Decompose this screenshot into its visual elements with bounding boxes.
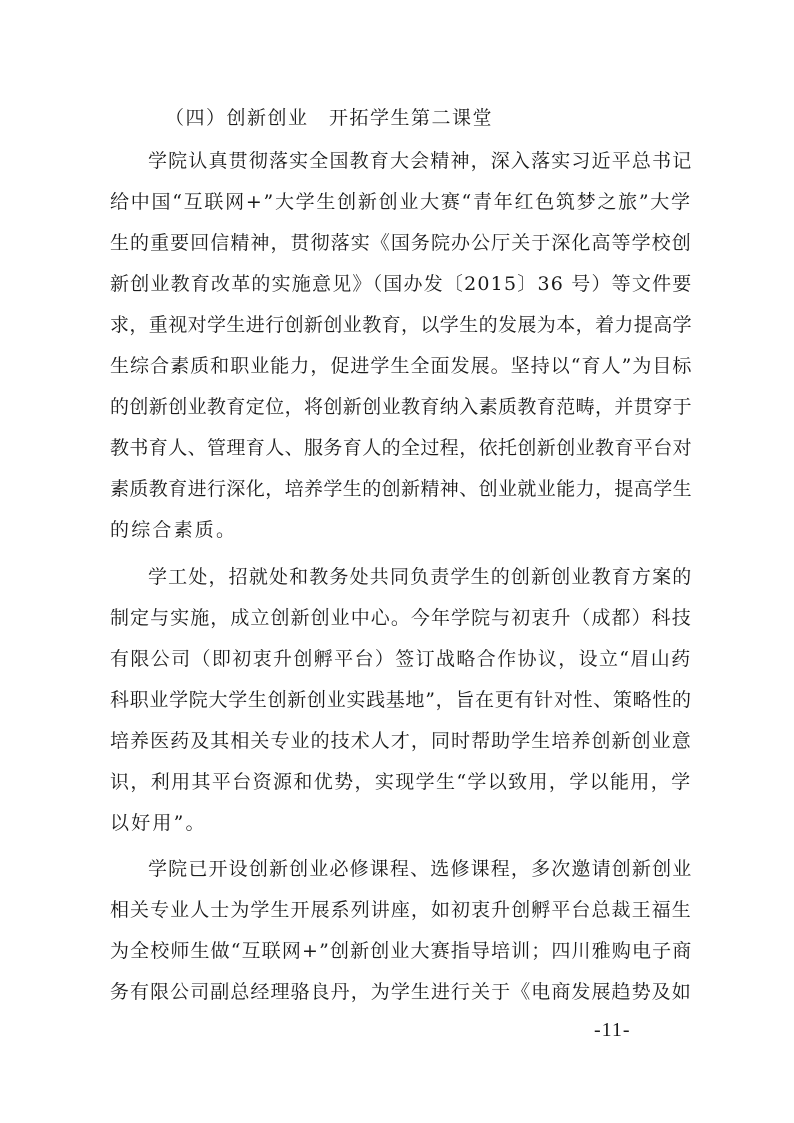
paragraph-line: 的创新创业教育定位，将创新创业教育纳入素质教育范畴，并贯穿于: [110, 396, 693, 418]
paragraph-line: 生的重要回信精神，贯彻落实《国务院办公厅关于深化高等学校创: [110, 232, 692, 254]
paragraph-line: 科职业学院大学生创新创业实践基地”，旨在更有针对性、策略性的: [110, 689, 692, 711]
paragraph-line: 为全校师生做“互联网+”创新创业大赛指导培训；四川雅购电子商: [110, 940, 693, 962]
paragraph-line: 培养医药及其相关专业的技术人才，同时帮助学生培养创新创业意: [110, 730, 692, 752]
paragraph-line: 学工处，招就处和教务处共同负责学生的创新创业教育方案的: [148, 566, 693, 588]
paragraph-line: 生综合素质和职业能力，促进学生全面发展。坚持以“育人”为目标: [110, 355, 693, 377]
paragraph-line: 学院已开设创新创业必修课程、选修课程，多次邀请创新创业: [148, 858, 693, 880]
paragraph-line: 给中国“互联网+”大学生创新创业大赛“青年红色筑梦之旅”大学: [110, 191, 692, 213]
paragraph-line: 学院认真贯彻落实全国教育大会精神，深入落实习近平总书记: [148, 150, 693, 172]
page-number: -11-: [594, 1019, 631, 1041]
paragraph-line: 相关专业人士为学生开展系列讲座，如初衷升创孵平台总裁王福生: [110, 899, 692, 921]
paragraph-line: 教书育人、管理育人、服务育人的全过程，依托创新创业教育平台对: [110, 437, 693, 459]
paragraph-line: 素质教育进行深化，培养学生的创新精神、创业就业能力，提高学生: [110, 478, 693, 500]
paragraph-line: 有限公司（即初衷升创孵平台）签订战略合作协议，设立“眉山药: [110, 648, 692, 670]
paragraph-line: 识，利用其平台资源和优势，实现学生“学以致用，学以能用，学: [110, 771, 692, 793]
paragraph-line: 制定与实施，成立创新创业中心。今年学院与初衷升（成都）科技: [110, 607, 692, 629]
paragraph-line: 务有限公司副总经理骆良丹，为学生进行关于《电商发展趋势及如: [110, 981, 692, 1003]
paragraph-line: 的综合素质。: [110, 519, 238, 541]
paragraph-line: 求，重视对学生进行创新创业教育，以学生的发展为本，着力提高学: [110, 314, 693, 336]
paragraph-line: 以好用”。: [110, 812, 207, 834]
section-heading: （四）创新创业 开拓学生第二课堂: [165, 107, 494, 129]
paragraph-line: 新创业教育改革的实施意见》（国办发〔2015〕36 号）等文件要: [110, 273, 693, 295]
